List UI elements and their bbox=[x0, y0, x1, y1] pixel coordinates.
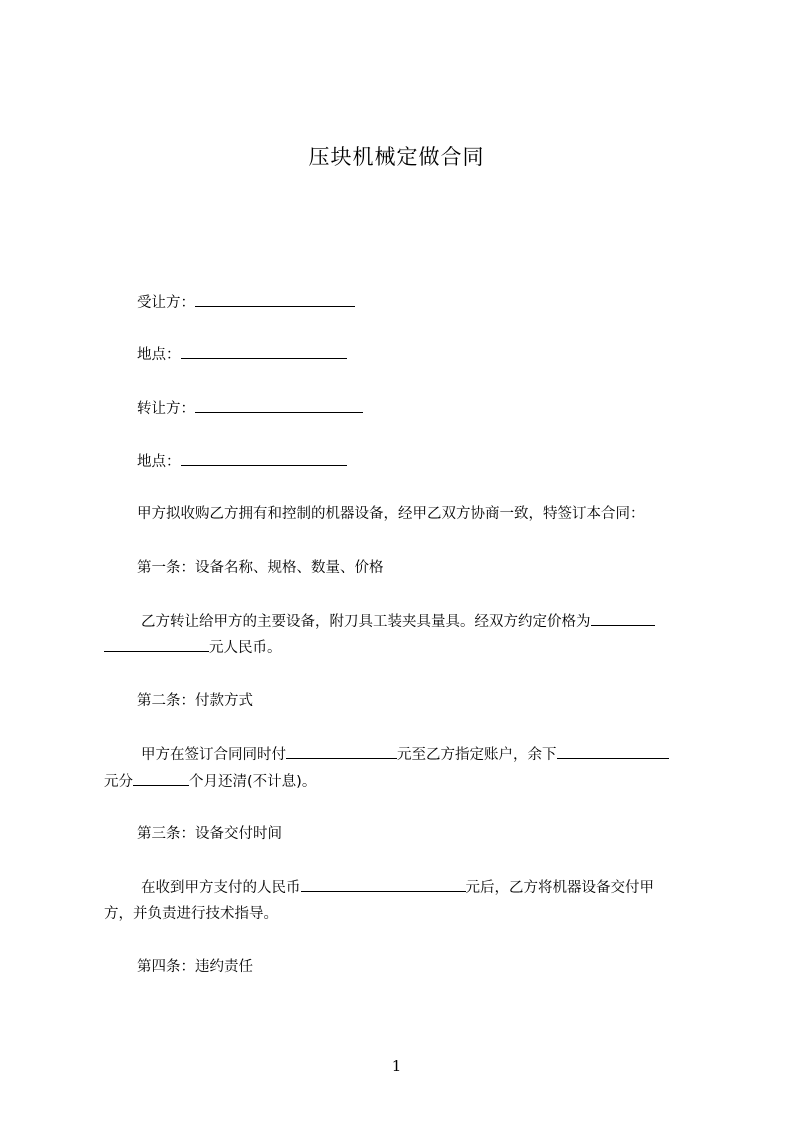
article-2-line-2 bbox=[104, 771, 316, 792]
assignor-location-blank[interactable] bbox=[181, 451, 347, 466]
assignee-line bbox=[137, 292, 355, 313]
article-2-text-end: 个月还清(不计息)。 bbox=[189, 774, 317, 790]
assignor-label: 转让方： bbox=[137, 401, 195, 417]
article-2-text: 甲方在签订合同同时付 bbox=[141, 747, 286, 763]
article-2-text-installment: 元分 bbox=[104, 774, 133, 790]
assignor-blank[interactable] bbox=[195, 398, 363, 413]
assignee-label: 受让方： bbox=[137, 295, 195, 311]
article-3-text-mid: 元后，乙方将机器设备交付甲 bbox=[465, 880, 654, 896]
preamble: 甲方拟收购乙方拥有和控制的机器设备，经甲乙双方协商一致，特签订本合同： bbox=[137, 506, 645, 522]
article-2-text-mid: 元至乙方指定账户，余下 bbox=[397, 747, 557, 763]
article-3-line-1 bbox=[141, 877, 654, 898]
article-2-heading: 第二条：付款方式 bbox=[137, 693, 253, 709]
article-3-text: 在收到甲方支付的人民币 bbox=[141, 880, 301, 896]
article-3-heading: 第三条：设备交付时间 bbox=[137, 826, 282, 842]
payment-received-blank[interactable] bbox=[301, 877, 466, 892]
article-1-line-2 bbox=[104, 637, 282, 658]
months-blank[interactable] bbox=[133, 771, 189, 786]
article-1-text: 乙方转让给甲方的主要设备，附刀具工装夹具量具。经双方约定价格为 bbox=[141, 614, 591, 630]
assignee-location-blank[interactable] bbox=[181, 344, 347, 359]
article-1-text-end: 元人民币。 bbox=[209, 640, 282, 656]
article-1-heading: 第一条：设备名称、规格、数量、价格 bbox=[137, 560, 384, 576]
assignee-location-label: 地点： bbox=[137, 347, 181, 363]
article-1-line-1 bbox=[141, 611, 655, 632]
remaining-amount-blank[interactable] bbox=[557, 744, 669, 759]
assignee-location-line bbox=[137, 344, 347, 365]
article-4-heading: 第四条：违约责任 bbox=[137, 959, 253, 975]
article-3-line-2: 方，并负责进行技术指导。 bbox=[104, 906, 278, 922]
assignor-location-line bbox=[137, 451, 347, 472]
page-number: 1 bbox=[391, 1057, 402, 1075]
document-title: 压块机械定做合同 bbox=[308, 145, 485, 169]
article-2-line-1 bbox=[141, 744, 669, 765]
assignor-line bbox=[137, 398, 363, 419]
assignor-location-label: 地点： bbox=[137, 454, 181, 470]
assignee-blank[interactable] bbox=[195, 292, 355, 307]
down-payment-blank[interactable] bbox=[286, 744, 397, 759]
price-blank-part-1[interactable] bbox=[591, 611, 655, 626]
price-blank-part-2[interactable] bbox=[104, 637, 209, 652]
